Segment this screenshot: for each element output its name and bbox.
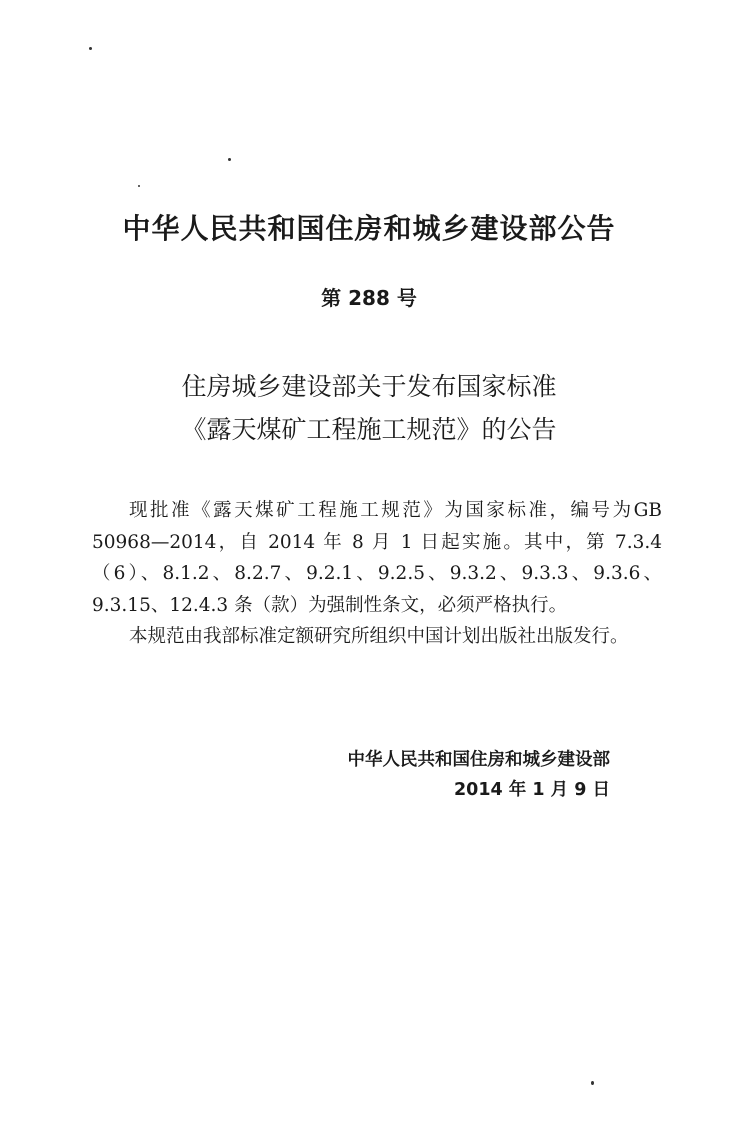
scan-speck: [89, 47, 92, 50]
issuer-signature: 中华人民共和国住房和城乡建设部: [347, 750, 610, 770]
announcement-number: 第 288 号: [321, 286, 417, 310]
issue-date: 2014 年 1 月 9 日: [453, 780, 610, 800]
scan-speck: [228, 158, 231, 161]
scan-speck: [138, 185, 140, 187]
body-paragraph-publication: 本规范由我部标准定额研究所组织中国计划出版社出版发行。: [129, 626, 629, 647]
announcement-subtitle-line1: 住房城乡建设部关于发布国家标准: [181, 372, 557, 401]
announcement-title: 中华人民共和国住房和城乡建设部公告: [122, 212, 616, 245]
scan-speck: [591, 1081, 594, 1085]
body-paragraph-approval: 现批准《露天煤矿工程施工规范》为国家标准，编号为GB 50968—2014，自 2014 年 8 月 1 日起实施。其中，第 7.3.4（6）、8.1.2、8.2.7、9.2.1、9.2.5、9.3.2、9.3.3、9.3.6、9.3.15、12.4.3 条（款）为强制性条文，必须严格执行。: [92, 500, 662, 616]
announcement-subtitle-line2: 《露天煤矿工程施工规范》的公告: [181, 415, 557, 444]
